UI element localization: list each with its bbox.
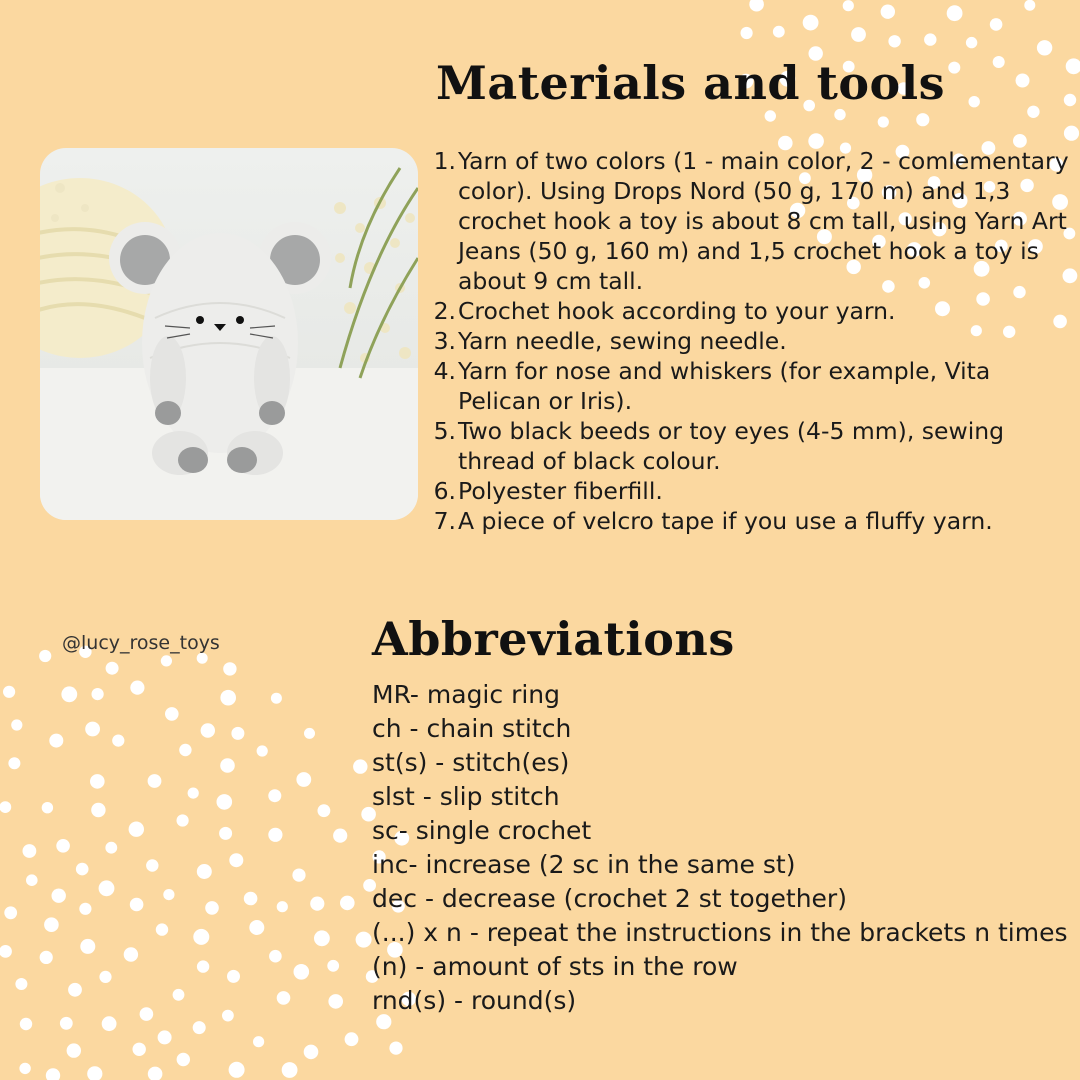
decor-dot: [345, 1032, 359, 1046]
decor-dot: [219, 827, 232, 840]
list-item: [430, 326, 1070, 356]
decor-dot: [188, 788, 199, 799]
decor-dot: [333, 829, 347, 843]
decor-dot: [177, 814, 189, 826]
decor-dot: [158, 1030, 172, 1044]
decor-dot: [4, 906, 17, 919]
decor-dot: [112, 735, 124, 747]
decor-dot: [1024, 0, 1035, 11]
product-photo: [40, 148, 418, 520]
decor-dot: [0, 945, 12, 958]
decor-dot: [201, 723, 215, 737]
decor-dot: [990, 18, 1003, 31]
decor-dot: [294, 964, 310, 980]
abbreviation-item: slst - slip stitch: [372, 782, 560, 811]
abbreviation-item: rnd(s) - round(s): [372, 986, 577, 1015]
decor-dot: [99, 971, 111, 983]
decor-dot: [92, 688, 104, 700]
list-item: [430, 476, 1070, 506]
decor-dot: [26, 874, 38, 886]
decor-dot: [46, 1068, 60, 1080]
decor-dot: [205, 901, 219, 915]
decor-dot: [304, 1045, 319, 1060]
decor-dot: [220, 690, 236, 706]
list-item: [430, 296, 1070, 326]
decor-dot: [56, 839, 70, 853]
decor-dot: [87, 1066, 102, 1080]
decor-dot: [340, 896, 355, 911]
item-text: Yarn of two colors (1 - main color, 2 - comlementary color). Using Drops Nord (50 g, 170 m) and 1,3 crochet hook a toy is about 8 cm tall, using Yarn Art Jeans (50 g, 160 m) and 1,5 crochet hook a toy is about 9 cm tall.: [458, 147, 1069, 295]
decor-dot: [67, 1043, 81, 1057]
item-number: 7.: [433, 507, 456, 535]
abbreviation-item: ch - chain stitch: [372, 714, 572, 743]
abbreviation-item: (...) x n - repeat the instructions in the brackets n times: [372, 918, 1068, 947]
decor-dot: [318, 804, 331, 817]
decor-dot: [843, 0, 854, 11]
decor-dot: [244, 892, 258, 906]
decor-dot: [0, 801, 11, 813]
decor-dot: [292, 869, 305, 882]
decor-dot: [765, 110, 776, 121]
decor-dot: [68, 983, 82, 997]
item-number: 6.: [433, 477, 456, 505]
decor-dot: [80, 939, 95, 954]
decor-dot: [773, 26, 785, 38]
decor-dot: [105, 842, 117, 854]
list-item: [430, 146, 1070, 296]
decor-dot: [15, 978, 27, 990]
decor-dot: [99, 880, 115, 896]
decor-dot: [130, 681, 144, 695]
decor-dot: [79, 903, 91, 915]
decor-dot: [881, 5, 895, 19]
item-text: A piece of velcro tape if you use a fluffy yarn.: [458, 507, 993, 535]
decor-dot: [1037, 40, 1052, 55]
decor-dot: [296, 772, 311, 787]
decor-dot: [803, 15, 819, 31]
decor-dot: [102, 1016, 117, 1031]
decor-dot: [277, 901, 288, 912]
decor-dot: [20, 1018, 32, 1030]
decor-dot: [40, 951, 53, 964]
decor-dot: [310, 897, 324, 911]
decor-dot: [888, 35, 900, 47]
decor-dot: [993, 56, 1005, 68]
materials-list: [430, 146, 1070, 536]
decor-dot: [257, 745, 268, 756]
decor-dot: [124, 947, 138, 961]
decor-dot: [253, 1036, 264, 1047]
decor-dot: [163, 889, 174, 900]
decor-dot: [916, 113, 929, 126]
abbreviation-item: MR- magic ring: [372, 680, 561, 709]
list-item: [430, 356, 1070, 416]
decor-dot: [223, 662, 236, 675]
decor-dot: [3, 686, 15, 698]
decor-dot: [217, 794, 233, 810]
decor-dot: [834, 109, 845, 120]
decor-dot: [220, 758, 235, 773]
decor-dot: [146, 859, 158, 871]
decor-dot: [1027, 106, 1039, 118]
decor-dot: [328, 994, 343, 1009]
decor-dot: [947, 5, 963, 21]
decor-dot: [106, 662, 119, 675]
decor-dot: [227, 970, 240, 983]
decor-dot: [222, 1010, 234, 1022]
abbreviation-item: inc- increase (2 sc in the same st): [372, 850, 796, 879]
decor-dot: [156, 923, 168, 935]
decor-dot: [356, 932, 372, 948]
item-number: 1.: [433, 147, 456, 175]
decor-dot: [23, 844, 37, 858]
item-number: 5.: [433, 417, 456, 445]
decor-dot: [140, 1007, 154, 1021]
decor-dot: [271, 693, 282, 704]
decor-dot: [277, 991, 291, 1005]
decor-dot: [19, 1063, 30, 1074]
social-handle: @lucy_rose_toys: [62, 632, 220, 654]
decor-dot: [966, 37, 977, 48]
item-number: 4.: [433, 357, 456, 385]
decor-dot: [61, 686, 77, 702]
item-number: 3.: [433, 327, 456, 355]
item-number: 2.: [433, 297, 456, 325]
decor-dot: [91, 803, 105, 817]
decor-dot: [60, 1017, 73, 1030]
decor-dot: [173, 989, 185, 1001]
decor-dot: [1016, 74, 1030, 88]
abbreviation-item: dec - decrease (crochet 2 st together): [372, 884, 847, 913]
decor-dot: [193, 1021, 206, 1034]
abbreviation-item: sc- single crochet: [372, 816, 592, 845]
decor-dot: [49, 734, 63, 748]
decor-dot: [231, 727, 244, 740]
decor-dot: [282, 1062, 298, 1078]
item-text: Two black beeds or toy eyes (4-5 mm), sewing thread of black colour.: [458, 417, 1005, 475]
decor-dot: [197, 653, 208, 664]
decor-dot: [269, 950, 282, 963]
decor-dot: [8, 757, 20, 769]
decor-dot: [11, 719, 22, 730]
decor-dot: [85, 722, 100, 737]
decor-dot: [148, 774, 162, 788]
decor-dot: [148, 1067, 163, 1080]
decor-dot: [268, 789, 281, 802]
decor-dot: [165, 707, 179, 721]
decor-dot: [749, 0, 764, 12]
decor-dot: [90, 774, 105, 789]
decor-dot: [133, 1043, 146, 1056]
decor-dot: [878, 116, 889, 127]
decor-dot: [851, 27, 866, 42]
decor-dot: [197, 960, 209, 972]
item-text: Yarn needle, sewing needle.: [458, 327, 787, 355]
decor-dot: [1064, 94, 1076, 106]
list-item: [430, 416, 1070, 476]
decor-dot: [229, 1062, 245, 1078]
decor-dot: [76, 863, 89, 876]
decor-dot: [969, 96, 980, 107]
decor-dot: [44, 917, 59, 932]
decor-dot: [268, 828, 282, 842]
decor-dot: [389, 1042, 402, 1055]
decor-dot: [1066, 58, 1080, 74]
abbreviation-item: (n) - amount of sts in the row: [372, 952, 738, 981]
decor-dot: [197, 864, 212, 879]
decor-dot: [130, 898, 144, 912]
decor-dot: [353, 759, 367, 773]
decor-dot: [161, 655, 172, 666]
decor-dot: [327, 960, 339, 972]
abbreviations-list: [372, 678, 1072, 1018]
decor-dot: [52, 889, 66, 903]
decor-dot: [177, 1053, 190, 1066]
decor-dot: [924, 33, 936, 45]
item-text: Yarn for nose and whiskers (for example, Vita Pelican or Iris).: [458, 357, 991, 415]
decor-dot: [1064, 126, 1079, 141]
decor-dot: [948, 62, 960, 74]
decor-dot: [741, 27, 753, 39]
decor-dot: [304, 728, 315, 739]
item-text: Crochet hook according to your yarn.: [458, 297, 896, 325]
abbreviations-title: Abbreviations: [372, 612, 735, 666]
materials-title: Materials and tools: [436, 56, 946, 110]
abbreviation-item: st(s) - stitch(es): [372, 748, 570, 777]
item-text: Polyester fiberfill.: [458, 477, 663, 505]
decor-dot: [249, 920, 264, 935]
list-item: [430, 506, 1070, 536]
crochet-mouse-image: [40, 148, 418, 520]
decor-dot: [179, 744, 191, 756]
decor-dot: [229, 853, 243, 867]
decor-dot: [193, 929, 209, 945]
decor-dot: [129, 822, 144, 837]
decor-dot: [42, 802, 53, 813]
decor-dot: [39, 650, 51, 662]
decor-dot: [314, 930, 330, 946]
